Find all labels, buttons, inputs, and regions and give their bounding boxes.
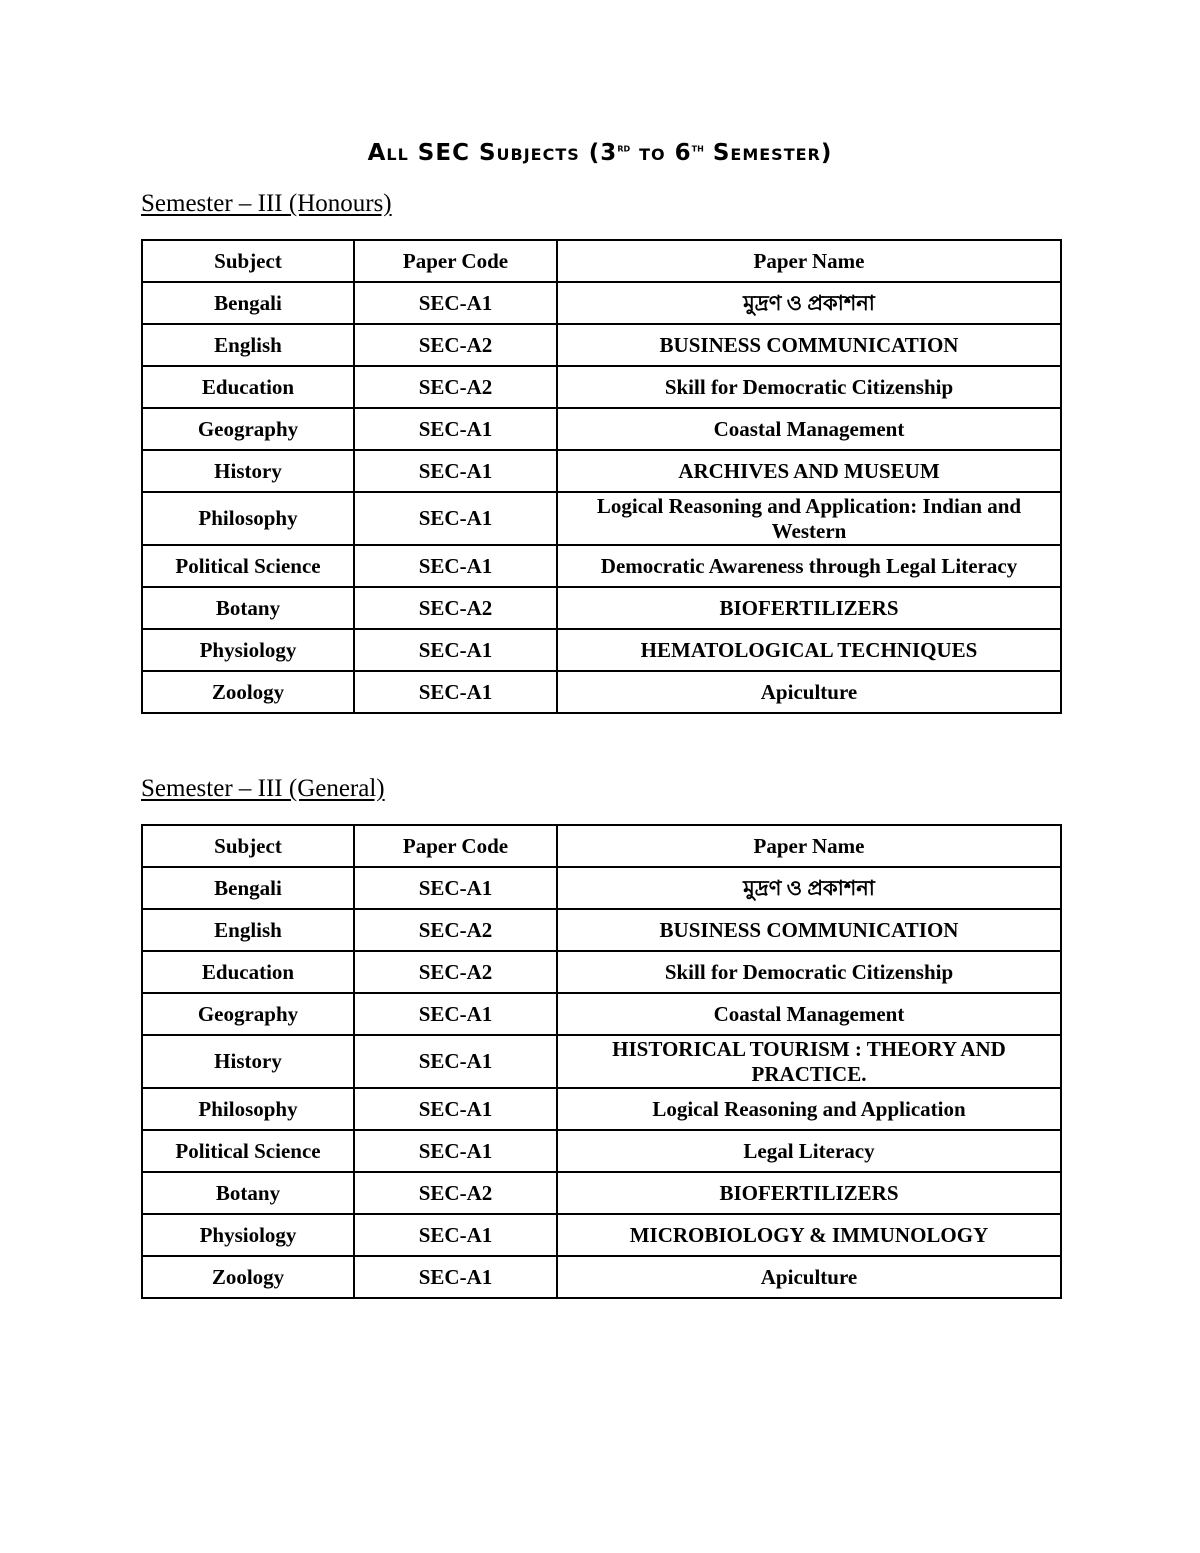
header-paper-name: Paper Name <box>557 825 1061 867</box>
table-row <box>142 366 1061 408</box>
paper-name-cell: মুদ্রণ ও প্রকাশনা <box>557 867 1061 909</box>
paper-code-cell: SEC-A1 <box>354 1088 557 1130</box>
subject-cell: Physiology <box>142 629 354 671</box>
paper-name-cell: Apiculture <box>557 671 1061 713</box>
paper-code-cell: SEC-A1 <box>354 1130 557 1172</box>
section-heading-honours: Semester – III (Honours) <box>141 190 392 217</box>
subject-cell: Bengali <box>142 867 354 909</box>
general-table <box>141 824 1062 1299</box>
paper-name-cell: Logical Reasoning and Application <box>557 1088 1061 1130</box>
paper-name-cell: MICROBIOLOGY & IMMUNOLOGY <box>557 1214 1061 1256</box>
table-row <box>142 587 1061 629</box>
paper-code-cell: SEC-A1 <box>354 282 557 324</box>
table-row <box>142 1035 1061 1088</box>
section-heading-general: Semester – III (General) <box>141 775 385 802</box>
header-subject: Subject <box>142 240 354 282</box>
honours-table <box>141 239 1062 714</box>
paper-name-cell: Skill for Democratic Citizenship <box>557 951 1061 993</box>
paper-code-cell: SEC-A1 <box>354 492 557 545</box>
table-row <box>142 408 1061 450</box>
table-row <box>142 1172 1061 1214</box>
subject-cell: Education <box>142 951 354 993</box>
table-row <box>142 1088 1061 1130</box>
table-row <box>142 951 1061 993</box>
paper-code-cell: SEC-A1 <box>354 1214 557 1256</box>
paper-code-cell: SEC-A2 <box>354 366 557 408</box>
table-row <box>142 867 1061 909</box>
subject-cell: History <box>142 450 354 492</box>
header-paper-code: Paper Code <box>354 825 557 867</box>
paper-name-cell: Skill for Democratic Citizenship <box>557 366 1061 408</box>
paper-name-cell: HEMATOLOGICAL TECHNIQUES <box>557 629 1061 671</box>
paper-code-cell: SEC-A2 <box>354 587 557 629</box>
subject-cell: Bengali <box>142 282 354 324</box>
paper-code-cell: SEC-A1 <box>354 993 557 1035</box>
table-row <box>142 1130 1061 1172</box>
subject-cell: History <box>142 1035 354 1088</box>
paper-code-cell: SEC-A2 <box>354 951 557 993</box>
paper-name-cell: BIOFERTILIZERS <box>557 587 1061 629</box>
header-subject: Subject <box>142 825 354 867</box>
subject-cell: Political Science <box>142 545 354 587</box>
subject-cell: Physiology <box>142 1214 354 1256</box>
subject-cell: Political Science <box>142 1130 354 1172</box>
header-paper-code: Paper Code <box>354 240 557 282</box>
table-row <box>142 324 1061 366</box>
paper-code-cell: SEC-A1 <box>354 1256 557 1298</box>
table-row <box>142 671 1061 713</box>
paper-name-cell: মুদ্রণ ও প্রকাশনা <box>557 282 1061 324</box>
paper-code-cell: SEC-A2 <box>354 909 557 951</box>
subject-cell: Geography <box>142 993 354 1035</box>
header-paper-name: Paper Name <box>557 240 1061 282</box>
paper-code-cell: SEC-A2 <box>354 1172 557 1214</box>
paper-code-cell: SEC-A1 <box>354 629 557 671</box>
subject-cell: Botany <box>142 587 354 629</box>
table-row <box>142 282 1061 324</box>
paper-code-cell: SEC-A1 <box>354 408 557 450</box>
subject-cell: Philosophy <box>142 1088 354 1130</box>
paper-name-cell: Logical Reasoning and Application: Indian and Western <box>557 492 1061 545</box>
table-row <box>142 1214 1061 1256</box>
paper-code-cell: SEC-A2 <box>354 324 557 366</box>
paper-code-cell: SEC-A1 <box>354 867 557 909</box>
subject-cell: Zoology <box>142 671 354 713</box>
paper-code-cell: SEC-A1 <box>354 671 557 713</box>
table-row <box>142 450 1061 492</box>
paper-name-cell: HISTORICAL TOURISM : THEORY AND PRACTICE. <box>557 1035 1061 1088</box>
paper-name-cell: Legal Literacy <box>557 1130 1061 1172</box>
paper-code-cell: SEC-A1 <box>354 450 557 492</box>
table-row <box>142 993 1061 1035</box>
subject-cell: Geography <box>142 408 354 450</box>
subject-cell: Botany <box>142 1172 354 1214</box>
paper-name-cell: BUSINESS COMMUNICATION <box>557 324 1061 366</box>
subject-cell: English <box>142 909 354 951</box>
table-header-row <box>142 825 1061 867</box>
paper-code-cell: SEC-A1 <box>354 545 557 587</box>
subject-cell: English <box>142 324 354 366</box>
table-row <box>142 1256 1061 1298</box>
table-row <box>142 909 1061 951</box>
paper-name-cell: Coastal Management <box>557 993 1061 1035</box>
paper-name-cell: Coastal Management <box>557 408 1061 450</box>
paper-name-cell: ARCHIVES AND MUSEUM <box>557 450 1061 492</box>
table-row <box>142 545 1061 587</box>
paper-name-cell: BUSINESS COMMUNICATION <box>557 909 1061 951</box>
table-header-row <box>142 240 1061 282</box>
table-row <box>142 629 1061 671</box>
paper-name-cell: BIOFERTILIZERS <box>557 1172 1061 1214</box>
paper-code-cell: SEC-A1 <box>354 1035 557 1088</box>
subject-cell: Philosophy <box>142 492 354 545</box>
table-row <box>142 492 1061 545</box>
paper-name-cell: Apiculture <box>557 1256 1061 1298</box>
paper-name-cell: Democratic Awareness through Legal Literacy <box>557 545 1061 587</box>
subject-cell: Zoology <box>142 1256 354 1298</box>
document-title: All SEC Subjects (3rd to 6th Semester) <box>367 140 833 166</box>
subject-cell: Education <box>142 366 354 408</box>
